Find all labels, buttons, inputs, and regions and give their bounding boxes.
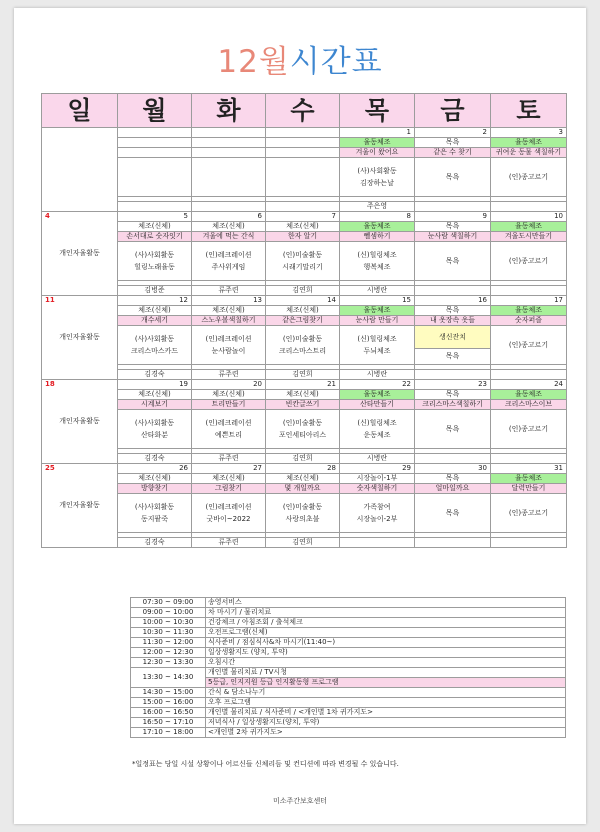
sunday-activity: 개인자율활동 <box>59 501 100 509</box>
schedule-time: 12:30 ~ 13:30 <box>131 658 206 668</box>
staff-cell: 주은영 <box>340 202 415 212</box>
date-cell: 31 <box>491 464 567 474</box>
staff-cell: 류주련 <box>192 538 266 548</box>
schedule-row <box>131 658 566 668</box>
program-cell: 체조(신체) <box>118 306 192 316</box>
program-cell: 귀여운 동물 색칠하기 <box>491 148 567 158</box>
date-cell: 29 <box>340 464 415 474</box>
program-cell: 빈칸글쓰기 <box>266 400 340 410</box>
sunday-activity: 개인자율활동 <box>59 249 100 257</box>
activity-cell <box>415 242 491 281</box>
weekday-5: 금 <box>415 94 491 128</box>
schedule-time: 10:00 ~ 10:30 <box>131 618 206 628</box>
program-cell: 크리스마스이브 <box>491 400 567 410</box>
activity-cell <box>340 494 415 533</box>
activity-cell <box>192 410 266 449</box>
activity-line: 목욕 <box>445 352 460 360</box>
schedule-desc: 일상생활지도 (양치, 투약) <box>206 648 566 658</box>
program-cell: 뻴셈하기 <box>340 232 415 242</box>
date-cell: 7 <box>266 212 340 222</box>
schedule-desc: 오침시간 <box>206 658 566 668</box>
date-cell: 24 <box>491 380 567 390</box>
activity-line: (인)종고르기 <box>508 257 549 265</box>
schedule-time: 11:30 ~ 12:00 <box>131 638 206 648</box>
activity-cell <box>266 410 340 449</box>
program-cell: 체조(신체) <box>266 474 340 484</box>
schedule-desc: 건강체크 / 아침조회 / 출석체크 <box>206 618 566 628</box>
week-3-program-1 <box>42 390 567 400</box>
program-cell: 겨울도시만들기 <box>491 232 567 242</box>
daily-schedule <box>130 597 566 738</box>
program-cell: 율동체조 <box>491 138 567 148</box>
activity-line: (신)힐링체조 <box>357 335 397 343</box>
schedule-time: 15:00 ~ 16:00 <box>131 698 206 708</box>
program-cell: 내 옷장속 옷들 <box>415 316 491 326</box>
activity-line: 목욕 <box>445 425 460 433</box>
activity-line: 동지팥죽 <box>140 515 169 523</box>
schedule-desc: 오전프로그램(신체) <box>206 628 566 638</box>
schedule-desc: 간식 & 담소나누기 <box>206 688 566 698</box>
week-0-dates <box>42 128 567 138</box>
staff-cell <box>340 538 415 548</box>
staff-cell: 김연희 <box>266 370 340 380</box>
activity-line: (인)종고르기 <box>508 425 549 433</box>
program-cell: 체조(신체) <box>118 222 192 232</box>
schedule-time: 09:00 ~ 10:00 <box>131 608 206 618</box>
activity-cell <box>118 242 192 281</box>
program-cell: 크리스마스색칠하기 <box>415 400 491 410</box>
schedule-time: 16:50 ~ 17:10 <box>131 718 206 728</box>
sunday-cell <box>42 212 118 296</box>
program-cell: 목욕 <box>415 222 491 232</box>
staff-cell: 류주련 <box>192 370 266 380</box>
program-cell: 체조(신체) <box>118 390 192 400</box>
activity-cell <box>266 494 340 533</box>
program-cell: 방향찾기 <box>118 484 192 494</box>
program-cell: 겨울에 먹는 간식 <box>192 232 266 242</box>
activity-line: (사)사회활동 <box>134 251 175 259</box>
schedule-time: 17:10 ~ 18:00 <box>131 728 206 738</box>
schedule-desc: 개인별 물리치료 / 식사준비 / <개인별 1차 귀가지도> <box>206 708 566 718</box>
activity-cell <box>491 242 567 281</box>
activity-line: 목욕 <box>445 257 460 265</box>
activity-cell <box>266 242 340 281</box>
week-4-staff <box>42 538 567 548</box>
schedule-desc: 식사준비 / 점심식사&차 마시기(11:40~) <box>206 638 566 648</box>
program-cell: 몇 개일까요 <box>266 484 340 494</box>
schedule-row <box>131 718 566 728</box>
activity-line: (사)사회활동 <box>357 167 397 175</box>
program-cell: 트리만들기 <box>192 400 266 410</box>
activity-line: (인)레크레이션 <box>205 335 252 343</box>
sunday-cell <box>42 296 118 380</box>
schedule-desc: 5등급, 인지지원 등급 인지활동형 프로그램 <box>206 678 566 688</box>
staff-cell <box>491 454 567 464</box>
program-cell <box>192 148 266 158</box>
program-cell: 율동체조 <box>340 306 415 316</box>
schedule-row <box>131 598 566 608</box>
program-cell: 율동체조 <box>340 390 415 400</box>
date-cell: 19 <box>118 380 192 390</box>
activity-cell <box>118 494 192 533</box>
activity-line: (인)레크레이션 <box>205 503 252 511</box>
week-4-dates <box>42 464 567 474</box>
date-cell: 17 <box>491 296 567 306</box>
week-1-dates <box>42 212 567 222</box>
page-title <box>14 42 586 82</box>
activity-cell <box>192 326 266 365</box>
program-cell: 목욕 <box>415 390 491 400</box>
activity-line: 산타화분 <box>140 431 169 439</box>
program-cell: 숫자색칠하기 <box>340 484 415 494</box>
schedule-row <box>131 608 566 618</box>
activity-line: (신)힐링체조 <box>357 419 397 427</box>
program-cell: 목욕 <box>415 138 491 148</box>
schedule-row <box>131 728 566 738</box>
schedule-time: 14:30 ~ 15:00 <box>131 688 206 698</box>
schedule-row <box>131 668 566 678</box>
week-1-staff <box>42 286 567 296</box>
program-cell: 체조(신체) <box>118 474 192 484</box>
staff-cell <box>491 202 567 212</box>
date-cell: 23 <box>415 380 491 390</box>
activity-cell <box>340 326 415 365</box>
activity-cell <box>491 158 567 197</box>
week-0-activity <box>42 158 567 197</box>
activity-line: 목욕 <box>445 509 460 517</box>
sunday-date: 25 <box>45 464 55 472</box>
activity-line: 운동체조 <box>363 431 391 439</box>
activity-line: 눈사람놀이 <box>211 347 246 355</box>
staff-cell <box>415 538 491 548</box>
program-cell: 율동체조 <box>340 222 415 232</box>
activity-line: (인)미술활동 <box>282 335 323 343</box>
sunday-date: 18 <box>45 380 55 388</box>
weekday-3: 수 <box>266 94 340 128</box>
staff-cell: 시병란 <box>340 286 415 296</box>
program-cell: 얼마일까요 <box>415 484 491 494</box>
activity-cell <box>118 158 192 197</box>
activity-line: (인)종고르기 <box>508 509 549 517</box>
sunday-activity: 개인자율활동 <box>59 417 100 425</box>
sunday-cell <box>42 464 118 548</box>
weekday-6: 토 <box>491 94 567 128</box>
activity-line: 김장하는날 <box>360 179 394 187</box>
week-0-staff <box>42 202 567 212</box>
program-cell: 율동체조 <box>491 306 567 316</box>
date-cell <box>266 128 340 138</box>
schedule-desc: 저녁식사 / 일상생활지도(양치, 투약) <box>206 718 566 728</box>
staff-cell <box>415 454 491 464</box>
weekday-4: 목 <box>340 94 415 128</box>
sunday-cell <box>42 380 118 464</box>
staff-cell: 류주련 <box>192 454 266 464</box>
date-cell <box>118 128 192 138</box>
schedule-desc: <개인별 2차 귀가지도> <box>206 728 566 738</box>
date-cell: 6 <box>192 212 266 222</box>
weekday-2: 화 <box>192 94 266 128</box>
date-cell: 10 <box>491 212 567 222</box>
program-cell: 같은그림찾기 <box>266 316 340 326</box>
program-cell: 체조(신체) <box>266 222 340 232</box>
week-0-program-1 <box>42 138 567 148</box>
staff-cell <box>266 202 340 212</box>
schedule-row <box>131 618 566 628</box>
program-cell: 시계보기 <box>118 400 192 410</box>
week-2-dates <box>42 296 567 306</box>
program-cell: 산타만들기 <box>340 400 415 410</box>
week-1-program-1 <box>42 222 567 232</box>
activity-cell <box>415 158 491 197</box>
program-cell: 숫자퍼즐 <box>491 316 567 326</box>
title-label: 시간표 <box>289 44 383 80</box>
notice-text: *일정표는 당일 시설 상황이나 어르신들 신체리듬 및 컨디션에 따라 변경될 수 있습니다. <box>132 760 399 768</box>
date-cell: 8 <box>340 212 415 222</box>
birthday-party: 생신잔치 <box>415 326 490 349</box>
activity-line: 사랑의초불 <box>285 515 320 523</box>
center-name: 미소주간보호센터 <box>272 797 328 805</box>
activity-line: (인)미술활동 <box>282 503 323 511</box>
schedule-row <box>131 698 566 708</box>
program-cell: 한자 알기 <box>266 232 340 242</box>
staff-cell: 류주련 <box>192 286 266 296</box>
program-cell: 스노우볼색칠하기 <box>192 316 266 326</box>
staff-cell <box>192 202 266 212</box>
schedule-row <box>131 708 566 718</box>
date-cell: 21 <box>266 380 340 390</box>
activity-line: 크리스마스트리 <box>278 347 327 355</box>
date-cell: 5 <box>118 212 192 222</box>
schedule-time: 07:30 ~ 09:00 <box>131 598 206 608</box>
activity-line: 주사위게임 <box>211 263 246 271</box>
weekday-0: 일 <box>42 94 118 128</box>
program-cell: 율동체조 <box>491 390 567 400</box>
date-cell: 20 <box>192 380 266 390</box>
program-cell: 체조(신체) <box>192 474 266 484</box>
program-cell <box>266 148 340 158</box>
program-cell: 율동체조 <box>340 138 415 148</box>
date-cell: 13 <box>192 296 266 306</box>
activity-line: 가족참여 <box>363 503 391 511</box>
activity-line: 포인세티아리스 <box>278 431 327 439</box>
activity-cell <box>340 158 415 197</box>
sunday-date: 11 <box>45 296 55 304</box>
activity-line: 굿바이~2022 <box>206 515 251 523</box>
schedule-time: 16:00 ~ 16:50 <box>131 708 206 718</box>
schedule-desc: 오후 프로그램 <box>206 698 566 708</box>
activity-cell <box>118 326 192 365</box>
staff-cell: 김연희 <box>266 454 340 464</box>
staff-cell: 김경숙 <box>118 538 192 548</box>
schedule-row <box>131 688 566 698</box>
week-3-dates <box>42 380 567 390</box>
schedule-desc: 송영서비스 <box>206 598 566 608</box>
activity-line: (인)레크레이션 <box>205 419 252 427</box>
program-cell: 체조(신체) <box>192 306 266 316</box>
week-2-staff <box>42 370 567 380</box>
activity-line: 두뇌체조 <box>363 347 391 355</box>
program-cell: 손서대로 숫자잇기 <box>118 232 192 242</box>
schedule-row <box>131 648 566 658</box>
program-cell: 눈사람 색칠하기 <box>415 232 491 242</box>
staff-cell <box>415 202 491 212</box>
activity-line: (사)사회활동 <box>134 335 175 343</box>
staff-cell: 시병란 <box>340 454 415 464</box>
date-cell: 16 <box>415 296 491 306</box>
schedule-desc: 개인별 물리치료 / TV시청 <box>206 668 566 678</box>
week-3-staff <box>42 454 567 464</box>
date-cell: 15 <box>340 296 415 306</box>
date-cell: 3 <box>491 128 567 138</box>
staff-cell: 김경숙 <box>118 370 192 380</box>
week-1-program-2 <box>42 232 567 242</box>
activity-cell <box>340 410 415 449</box>
activity-line: 힐링노래율동 <box>134 263 175 271</box>
program-cell: 겨울이 왔어요 <box>340 148 415 158</box>
schedule-row <box>131 638 566 648</box>
date-cell: 30 <box>415 464 491 474</box>
staff-cell <box>415 286 491 296</box>
program-cell: 체조(신체) <box>192 390 266 400</box>
week-1-activity <box>42 242 567 281</box>
schedule-time: 13:30 ~ 14:30 <box>131 668 206 688</box>
week-2-program-2 <box>42 316 567 326</box>
activity-cell <box>192 494 266 533</box>
date-cell: 9 <box>415 212 491 222</box>
date-cell: 14 <box>266 296 340 306</box>
activity-line: (사)사회활동 <box>134 419 175 427</box>
date-cell: 27 <box>192 464 266 474</box>
schedule-desc: 차 마시기 / 물리치료 <box>206 608 566 618</box>
activity-line: (인)미술활동 <box>282 419 323 427</box>
program-cell: 그림찾기 <box>192 484 266 494</box>
schedule-time: 10:30 ~ 11:30 <box>131 628 206 638</box>
schedule-row <box>131 628 566 638</box>
date-cell: 1 <box>340 128 415 138</box>
staff-cell <box>491 286 567 296</box>
program-cell: 체조(신체) <box>266 390 340 400</box>
activity-cell <box>491 410 567 449</box>
week-3-program-2 <box>42 400 567 410</box>
weekday-header <box>42 94 567 128</box>
week-4-program-2 <box>42 484 567 494</box>
activity-line: 목욕 <box>445 173 460 181</box>
activity-cell <box>415 326 491 365</box>
activity-line: 예쁜트리 <box>214 431 243 439</box>
week-4-program-1 <box>42 474 567 484</box>
date-cell: 28 <box>266 464 340 474</box>
activity-cell <box>415 410 491 449</box>
activity-cell <box>340 242 415 281</box>
program-cell: 율동체조 <box>491 222 567 232</box>
activity-line: (사)사회활동 <box>134 503 175 511</box>
staff-cell: 김병준 <box>118 286 192 296</box>
activity-line: (인)종고르기 <box>508 173 549 181</box>
activity-cell <box>415 494 491 533</box>
date-cell: 12 <box>118 296 192 306</box>
week-2-program-1 <box>42 306 567 316</box>
staff-cell: 김연희 <box>266 286 340 296</box>
week-3-activity <box>42 410 567 449</box>
staff-cell <box>118 202 192 212</box>
activity-line: 시장놀이-2부 <box>356 515 398 523</box>
program-cell <box>118 138 192 148</box>
program-cell <box>118 148 192 158</box>
activity-line: 행복체조 <box>363 263 391 271</box>
week-2-activity <box>42 326 567 365</box>
program-cell: 눈사람 만들기 <box>340 316 415 326</box>
activity-cell <box>192 158 266 197</box>
date-cell <box>192 128 266 138</box>
staff-cell: 김연희 <box>266 538 340 548</box>
week-0-program-2 <box>42 148 567 158</box>
activity-line: (인)미술활동 <box>282 251 323 259</box>
monthly-calendar <box>41 93 567 548</box>
program-cell: 율동체조 <box>491 474 567 484</box>
program-cell <box>192 138 266 148</box>
activity-cell <box>266 326 340 365</box>
staff-cell <box>491 538 567 548</box>
activity-line: (신)힐링체조 <box>357 251 397 259</box>
activity-cell <box>491 326 567 365</box>
activity-cell <box>491 494 567 533</box>
program-cell: 달력만들기 <box>491 484 567 494</box>
date-cell: 2 <box>415 128 491 138</box>
program-cell: 같은 수 찾기 <box>415 148 491 158</box>
weekday-1: 월 <box>118 94 192 128</box>
sunday-date: 4 <box>45 212 50 220</box>
activity-cell <box>266 158 340 197</box>
date-cell: 26 <box>118 464 192 474</box>
program-cell: 목욕 <box>415 474 491 484</box>
week-4-activity <box>42 494 567 533</box>
title-month: 12월 <box>217 44 290 80</box>
program-cell: 개수세기 <box>118 316 192 326</box>
activity-line: (인)레크레이션 <box>205 251 252 259</box>
program-cell: 체조(신체) <box>266 306 340 316</box>
program-cell: 시장놀이-1부 <box>340 474 415 484</box>
activity-line: 크리스마스카드 <box>130 347 179 355</box>
staff-cell <box>415 370 491 380</box>
activity-line: (인)종고르기 <box>508 341 549 349</box>
sunday-activity: 개인자율활동 <box>59 333 100 341</box>
staff-cell: 시병란 <box>340 370 415 380</box>
staff-cell: 김경숙 <box>118 454 192 464</box>
date-cell: 22 <box>340 380 415 390</box>
activity-cell <box>192 242 266 281</box>
program-cell: 체조(신체) <box>192 222 266 232</box>
schedule-time: 12:00 ~ 12:30 <box>131 648 206 658</box>
program-cell: 목욕 <box>415 306 491 316</box>
sunday-cell <box>42 128 118 212</box>
schedule-paper <box>14 8 586 824</box>
activity-line: 시래기말리기 <box>282 263 323 271</box>
staff-cell <box>491 370 567 380</box>
activity-cell <box>118 410 192 449</box>
program-cell <box>266 138 340 148</box>
